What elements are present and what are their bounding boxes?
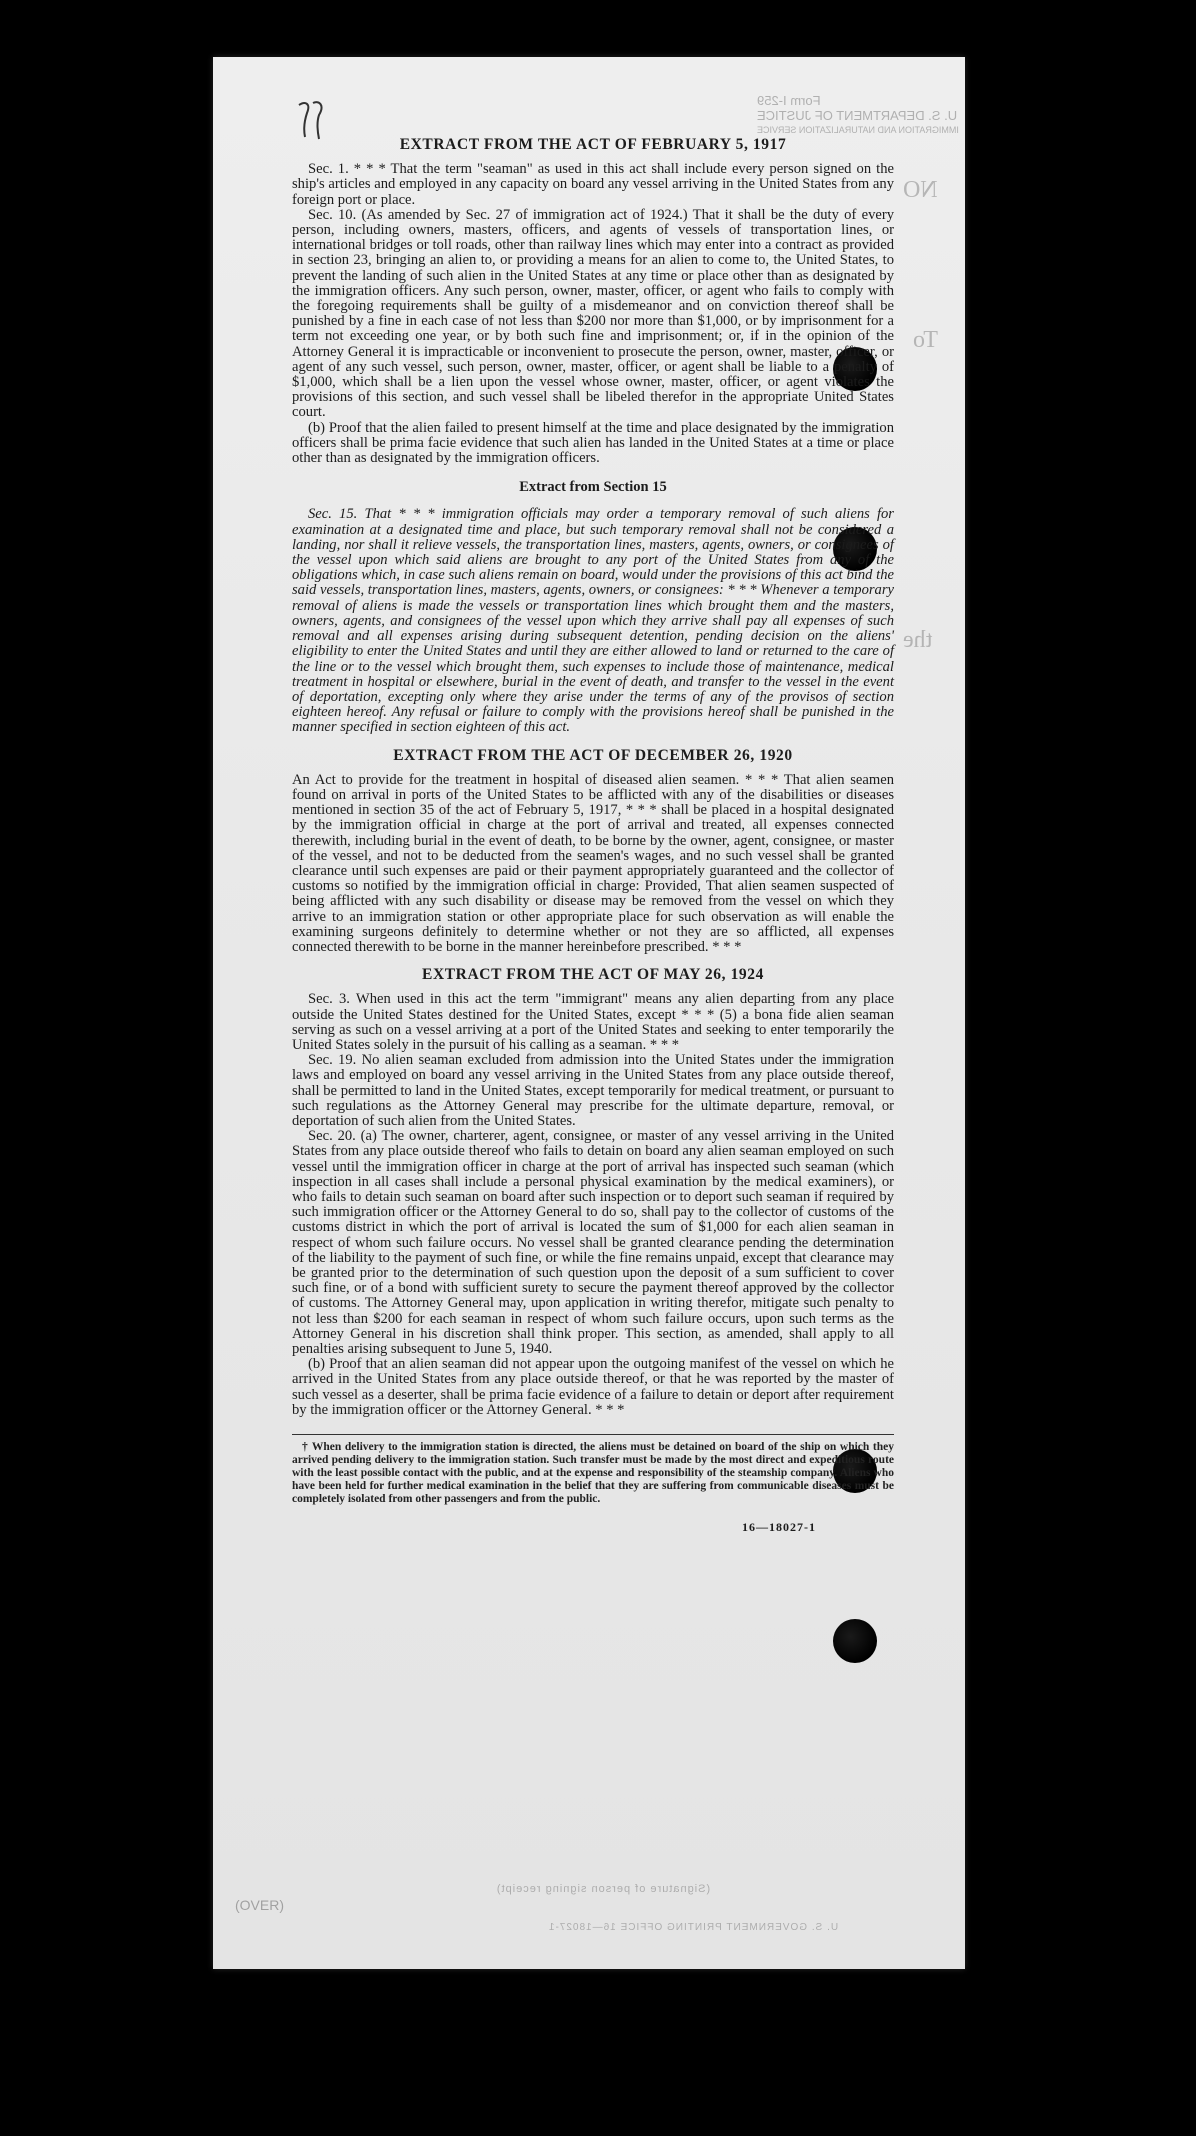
bleed-through-signature-line: (Signature of person signing receipt) bbox=[495, 1883, 711, 1895]
heading-act-1920: EXTRACT FROM THE ACT OF DECEMBER 26, 1920 bbox=[393, 746, 793, 764]
bleed-through-over: (OVER) bbox=[235, 1897, 284, 1913]
paragraph-proof-landing: (b) Proof that the alien failed to present himself at the time and place designated by the immigration officers shall be prima facie evidence that such alien has landed in the United States at a time or place other than as designated by the immigration officers. bbox=[292, 419, 894, 467]
paragraph-sec-15: Sec. 15. That * * * immigration officials may order a temporary removal of such aliens for examination at a designated time and place, but such temporary removal shall not be considered a landing, nor shall it relieve vessels, the transportation lines, masters, agents, owners, or consignees of the vessel upon which said aliens are brought to any port of the United States from any of the obligations which, in case such aliens remain on board, would under the provisions of this act bind the said vessels, transportation lines, masters, agents, owners, or consignees: * * * Whenever a temporary removal of aliens is made the vessels or transportation lines which brought them and the masters, owners, agents, and consignees of the vessel upon which they arrive shall pay all expenses of such removal and all expenses arising during subsequent detention, pending decision on the aliens' eligibility to enter the United States and until they are either allowed to land or returned to the care of the line or to the vessel which brought them, such expenses to include those of maintenance, medical treatment in hospital or elsewhere, burial in the event of death, and transfer to the vessel in the event of deportation, excepting only where they arise under the terms of any of the provisos of section eighteen hereof. Any refusal or failure to comply with the provisions hereof shall be punished in the manner specified in section eighteen of this act. bbox=[292, 506, 894, 736]
paragraph-sec-19: Sec. 19. No alien seaman excluded from admission into the United States under the immigration laws and employed on board any vessel arriving in the United States from any place outside thereof, shall be permitted to land in the United States, except temporarily for medical treatment, or pursuant to such regulations as the Attorney General may prescribe for the ultimate departure, removal, or deportation of such alien from the United States. bbox=[292, 1052, 894, 1129]
document-page bbox=[213, 57, 965, 1969]
punch-hole bbox=[833, 1619, 877, 1663]
paragraph-act-1920: An Act to provide for the treatment in hospital of diseased alien seamen. * * * That alien seamen found on arrival in ports of the United States to be afflicted with any of the disabilities or diseases mentioned in section 35 of the act of February 5, 1917, * * * shall be placed in a hospital designated by the immigration official in charge at the port of arrival and treated, all expenses connected therewith, including burial in the event of death, to be borne by the owner, agent, consignee, or master of the vessel, and not to be deducted from the seamen's wages, and no such vessel shall be granted clearance until such expenses are paid or their payment appropriately guaranteed and the collector of customs so notified by the immigration official in charge: Provided, That alien seamen suspected of being afflicted with any such disability or disease may be removed from the vessel on which they arrive to an immigration station or other appropriate place for such observation as will enable the examining surgeons definitely to determine whether or not they are so afflicted, all expenses connected therewith to be borne in the manner hereinbefore prescribed. * * * bbox=[292, 771, 894, 955]
heading-act-1917: EXTRACT FROM THE ACT OF FEBRUARY 5, 1917 bbox=[399, 136, 787, 153]
document-body bbox=[292, 137, 894, 1535]
footnote-text: † When delivery to the immigration station is directed, the aliens must be detained on board of the ship on which they arrived pending delivery to the immigration station. Such transfer must be made by the most direct and expeditious route with the least possible contact with the public, and at the expense and responsibility of the steamship company. Aliens who have been held for further medical examination in the belief that they are suffering from communicable diseases must be completely isolated from other passengers and from the public. bbox=[292, 1441, 894, 1506]
handwritten-mark bbox=[293, 97, 333, 142]
bleed-through-text: NO bbox=[903, 177, 938, 203]
bleed-through-printing-office: U. S. GOVERNMENT PRINTING OFFICE 16—18027-1 bbox=[547, 1922, 839, 1933]
paragraph-sec-20b: (b) Proof that an alien seaman did not appear upon the outgoing manifest of the vessel on which he arrived in the United States from any place outside thereof, or that he was reported by the master of such vessel as a deserter, shall be prima facie evidence of a failure to detain or deport after requirement by the immigration officer or the Attorney General. * * * bbox=[292, 1356, 894, 1418]
heading-section-15: Extract from Section 15 bbox=[519, 479, 667, 496]
paragraph-sec-3: Sec. 3. When used in this act the term "immigrant" means any alien departing from any place outside the United States destined for the United States, except * * * (5) a bona fide alien seaman serving as such on a vessel arriving at a port of the United States and seeking to enter temporarily the United States solely in the pursuit of his calling as a seaman. * * * bbox=[292, 991, 894, 1053]
bleed-through-text: To bbox=[913, 327, 938, 353]
paragraph-sec-20a: Sec. 20. (a) The owner, charterer, agent, consignee, or master of any vessel arriving in the United States from any place outside thereof who fails to detain on board any alien seaman employed on such vessel until the immigration officer in charge at the port of arrival has inspected such seaman (which inspection in all cases shall include a personal physical examination by the medical examiners), or who fails to detain such seaman on board after such inspection or to deport such seaman if required by such immigration officer or the Attorney General to do so, shall pay to the collector of customs of the customs district in which the port of arrival is located the sum of $1,000 for each alien seaman in respect of whom such failure occurs. No vessel shall be granted clearance pending the determination of the liability to the payment of such fine, or while the fine remains unpaid, except that clearance may be granted prior to the determination of such question upon the deposit of a sum sufficient to cover such fine, or of a bond with sufficient surety to secure the payment thereof approved by the collector of customs. The Attorney General may, upon application in writing therefor, mitigate such penalty to not less than $200 for each seaman in respect of whom such failure occurs, upon such terms as the Attorney General in his discretion shall think proper. This section, as amended, shall apply to all penalties arising subsequent to June 5, 1940. bbox=[292, 1128, 894, 1358]
bleed-through-header: Form I-259 U. S. DEPARTMENT OF JUSTICE IMMIGRATION AND NATURALIZATION SERVICE bbox=[757, 93, 959, 135]
footnote bbox=[292, 1434, 894, 1506]
paragraph-sec-1: Sec. 1. * * * That the term "seaman" as used in this act shall include every person signed on the ship's articles and employed in any capacity on board any vessel arriving in the United States from any foreign port or place. bbox=[292, 161, 894, 208]
form-number: 16—18027-1 bbox=[742, 1520, 816, 1535]
heading-act-1924: EXTRACT FROM THE ACT OF MAY 26, 1924 bbox=[422, 966, 764, 984]
bleed-through-text: the bbox=[903, 627, 933, 653]
paragraph-sec-10: Sec. 10. (As amended by Sec. 27 of immigration act of 1924.) That it shall be the duty of every person, including owners, masters, officers, and agents of vessels of transportation lines, or international bridges or toll roads, other than railway lines which may enter into a contract as provided in section 23, bringing an alien to, or providing a means for an alien to come to, the United States, to prevent the landing of such alien in the United States at any time or place other than as designated by the immigration officers. Any such person, owner, master, officer, or agent who fails to comply with the foregoing requirements shall be guilty of a misdemeanor and on conviction thereof shall be punished by a fine in each case of not less than $200 nor more than $1,000, or by imprisonment for a term not exceeding one year, or by both such fine and imprisonment; or, if in the opinion of the Attorney General it is impracticable or inconvenient to prosecute the person, owner, master, officer, or agent of any such vessel, such person, owner, master, officer, or agent shall be liable to a penalty of $1,000, which shall be a lien upon the vessel whose owner, master, officer, or agent violates the provisions of this section, and such vessel shall be libeled therefor in the appropriate United States court. bbox=[292, 206, 894, 421]
